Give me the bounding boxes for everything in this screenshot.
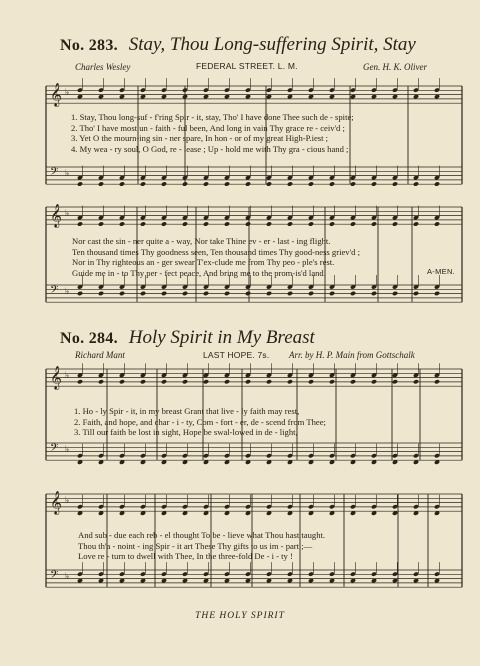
verse-line: 2. Tho' I have most un - faith - ful been, And long in vain Thy grace re - ceiv'd ; [71,122,345,133]
system-2-treble-note [371,221,377,226]
system-3-treble-note [434,379,440,384]
hymn-284-tune: LAST HOPE. 7s. [203,350,270,360]
system-2-treble-note [98,221,104,226]
system-1-bass-note [77,181,83,186]
hymn-283-composer: Gen. H. K. Oliver [363,62,427,72]
hymn-283-author: Charles Wesley [75,62,131,72]
system-3-treble-note [140,379,146,384]
system-1-bass-note [329,181,335,186]
system-1-bass-note [434,181,440,186]
system-1-treble-flat: ♭ [65,88,70,98]
system-1-bass-note [287,181,293,186]
system-2-bass-note [434,291,440,296]
system-2-bass-note [413,291,419,296]
system-3-treble-note [308,379,314,384]
system-3-treble-note [98,379,104,384]
system-2-treble-note [182,221,188,226]
verse-line: Thou th'a - noint - ing Spir - it art These Thy gifts to us im - part ;— [78,540,313,551]
system-1-bass-note [140,181,146,186]
system-2-bass-note [98,291,104,296]
system-2-treble-note [140,221,146,226]
system-1-bass-note [98,181,104,186]
system-3-treble-note [245,379,251,384]
system-2-bass-note [182,291,188,296]
hymn-284-title: Holy Spirit in My Breast [128,327,315,348]
system-2-bass-note [203,291,209,296]
hymn-283-title: Stay, Thou Long-suffering Spirit, Stay [128,34,416,55]
system-1-bass-note [182,181,188,186]
verse-line: 1. Stay, Thou long-suf - f'ring Spir - it, stay, Tho' I have done Thee such de - spite; [71,112,354,122]
hymn-284-verses-b [78,530,325,562]
system-2-treble-note [203,221,209,226]
system-4-treble-treble-clef: 𝄞 [50,490,62,514]
system-3-treble-note [161,379,167,384]
verse-line: Nor cast the sin - ner quite a - way, Nor take Thine ev - er - last - ing flight. [72,236,331,246]
system-3-bass-bass-clef: 𝄢 [50,442,59,457]
system-2-bass-note [77,291,83,296]
system-2-treble-flat: ♭ [65,209,70,219]
system-1-bass-note [308,181,314,186]
system-2-bass-note [392,291,398,296]
system-1-bass-note [350,181,356,186]
hymn-283-tune: FEDERAL STREET. L. M. [196,61,298,71]
system-2-treble-note [308,221,314,226]
system-4-bass-flat: ♭ [65,572,70,582]
system-1-bass-note [266,181,272,186]
system-3-treble-note [77,379,83,384]
section-footer: THE HOLY SPIRIT [195,611,285,621]
hymn-283-number: No. 283. [60,37,118,54]
verse-line: 1. Ho - ly Spir - it, in my breast Grant that live - ly faith may rest, [74,406,300,416]
system-3-treble-note [371,379,377,384]
system-3-treble-note [287,379,293,384]
system-2-bass-note [224,291,230,296]
system-2-bass-note [119,291,125,296]
verse-line: Ten thousand times Thy goodness seen, Ten thousand times Thy good-ness griev'd ; [72,246,360,257]
system-1-bass-note [224,181,230,186]
verse-line: 3. Till our faith be lost in sight, Hope be swal-lowed in de - light, [74,427,298,438]
system-1-bass-flat: ♭ [65,169,70,179]
system-2-bass-flat: ♭ [65,287,70,297]
system-4-treble-flat: ♭ [65,496,70,506]
system-2-treble-note [329,221,335,226]
system-2-bass-note [287,291,293,296]
hymn-284-composer: Arr. by H. P. Main from Gottschalk [289,350,415,360]
system-2-treble-treble-clef: 𝄞 [50,203,62,227]
system-2-treble-note [350,221,356,226]
hymn-283-title-line [60,33,460,58]
system-3-bass-flat: ♭ [65,445,70,455]
system-2-treble-note [266,221,272,226]
system-3-treble-note [329,379,335,384]
hymn-283-verses-a [71,112,354,155]
verse-line: 4. My wea - ry soul, O God, re - lease ; Up - hold me with Thy gra - cious hand ; [71,144,349,155]
system-3-treble-note [392,379,398,384]
system-2-bass-note [140,291,146,296]
system-2-bass-note [161,291,167,296]
system-1-bass-note [119,181,125,186]
system-3-treble-note [224,379,230,384]
verse-line: Love re - turn to dwell with Thee, In the three-fold De - i - ty ! [78,551,293,562]
system-3-treble-flat: ♭ [65,371,70,381]
system-1-treble-treble-clef: 𝄞 [50,82,62,106]
system-2-bass-note [371,291,377,296]
hymn-284-number: No. 284. [60,330,118,347]
verse-line: 2. Faith, and hope, and char - i - ty, Com - fort - er, de - scend from Thee; [74,416,326,427]
system-2-bass-note [350,291,356,296]
system-2-treble-note [434,221,440,226]
hymn-284-author: Richard Mant [75,350,125,360]
system-3-treble-note [182,379,188,384]
system-2-bass-bass-clef: 𝄢 [50,284,59,299]
system-1-bass-bass-clef: 𝄢 [50,166,59,181]
system-1-bass-note [413,181,419,186]
hymn-283-amen: A-MEN. [427,267,456,276]
system-2-treble-note [413,221,419,226]
system-2-treble-note [77,221,83,226]
system-1-bass-note [392,181,398,186]
system-3-treble-treble-clef: 𝄞 [50,365,62,389]
system-2-bass-note [329,291,335,296]
system-2-bass-note [308,291,314,296]
system-3-treble-note [350,379,356,384]
system-2-treble-note [392,221,398,226]
system-3-treble-note [266,379,272,384]
system-1-bass-note [245,181,251,186]
verse-line: Nor in Thy righteous an - ger swear T'ex-clude me from Thy peo - ple's rest. [72,257,335,268]
system-2-treble-note [224,221,230,226]
system-2-bass-note [245,291,251,296]
verse-line: 3. Yet O the mourn-ing sin - ner spare, In hon - or of my great High-P.iest ; [71,133,329,144]
hymn-284-verses-a [74,406,326,438]
system-2-treble-note [161,221,167,226]
system-3-treble-note [203,379,209,384]
system-4-bass-bass-clef: 𝄢 [50,569,59,584]
system-3-treble-note [119,379,125,384]
system-1-bass-note [161,181,167,186]
verse-line: And sub - due each reb - el thought To be - lieve what Thou hast taught. [78,530,326,540]
system-1-bass-note [371,181,377,186]
system-3-treble-note [413,379,419,384]
hymn-284-title-line [60,326,460,351]
hymn-283-verses-b [72,236,360,279]
system-2-treble-note [287,221,293,226]
system-2-treble-note [119,221,125,226]
system-1-bass-note [203,181,209,186]
verse-line: Guide me in - to Thy per - fect peace, And bring me to the prom-is'd land. [72,268,326,279]
system-2-bass-note [266,291,272,296]
system-2-treble-note [245,221,251,226]
